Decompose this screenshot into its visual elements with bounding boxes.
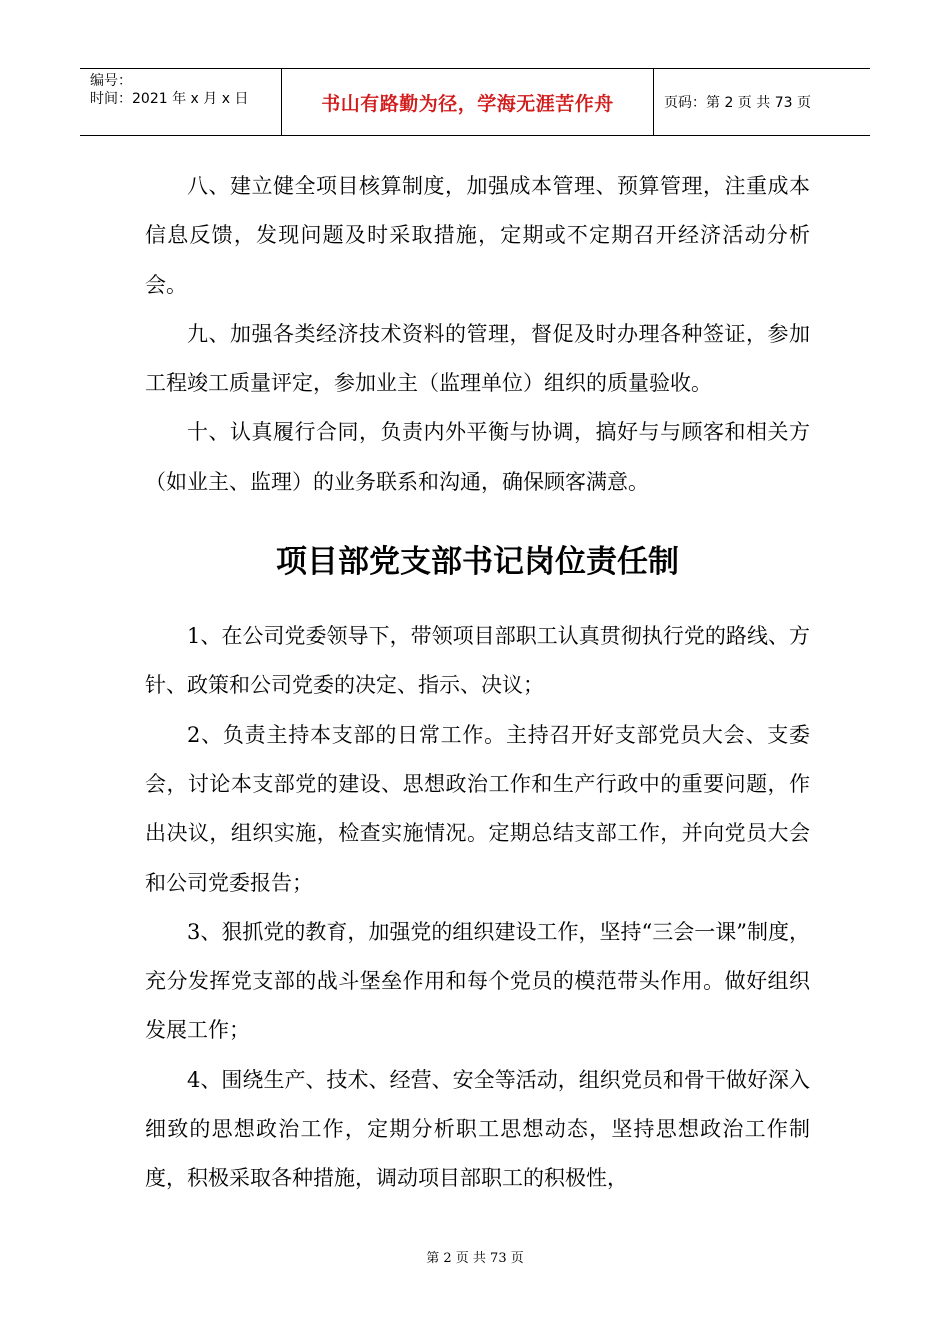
paragraph: 3、狠抓党的教育，加强党的组织建设工作，坚持“三会一课”制度，充分发挥党支部的战斗堡垒作用和每个党员的模范带头作用。做好组织发展工作； [145,919,810,1043]
header-time-label: 时间：2021 年 x 月 x 日 [90,91,249,107]
paragraph: 八、建立健全项目核算制度，加强成本管理、预算管理，注重成本信息反馈，发现问题及时采取措施，定期或不定期召开经济活动分析会。 [145,174,810,297]
paragraph: 九、加强各类经济技术资料的管理，督促及时办理各种签证，参加工程竣工质量评定，参加业主（监理单位）组织的质量验收。 [145,321,810,396]
header-page-cell [654,69,870,135]
header-number-label: 编号： [90,73,132,89]
header-motto-cell [282,69,654,135]
header-page-info: 页码：第 2 页 共 73 页 [664,95,811,111]
header-motto: 书山有路勤为径，学海无涯苦作舟 [321,92,614,115]
page-footer [0,1247,950,1266]
paragraph: 2、负责主持本支部的日常工作。主持召开好支部党员大会、支委会，讨论本支部党的建设、思想政治工作和生产行政中的重要问题，作出决议，组织实施，检查实施情况。定期总结支部工作，并向党员大会和公司党委报告； [145,722,810,895]
page-header [80,68,870,136]
paragraph: 十、认真履行合同，负责内外平衡与协调，搞好与与顾客和相关方（如业主、监理）的业务联系和沟通，确保顾客满意。 [145,420,810,494]
header-meta-cell [80,69,282,135]
paragraph: 4、围绕生产、技术、经营、安全等活动，组织党员和骨干做好深入细致的思想政治工作，定期分析职工思想动态，坚持思想政治工作制度，积极采取各种措施，调动项目部职工的积极性， [145,1067,810,1191]
document-body [145,162,810,1204]
section-title: 项目部党支部书记岗位责任制 [276,544,679,581]
paragraph: 1、在公司党委领导下，带领项目部职工认真贯彻执行党的路线、方针、政策和公司党委的决定、指示、决议； [145,624,810,698]
footer-page-number: 第 2 页 共 73 页 [426,1251,524,1266]
